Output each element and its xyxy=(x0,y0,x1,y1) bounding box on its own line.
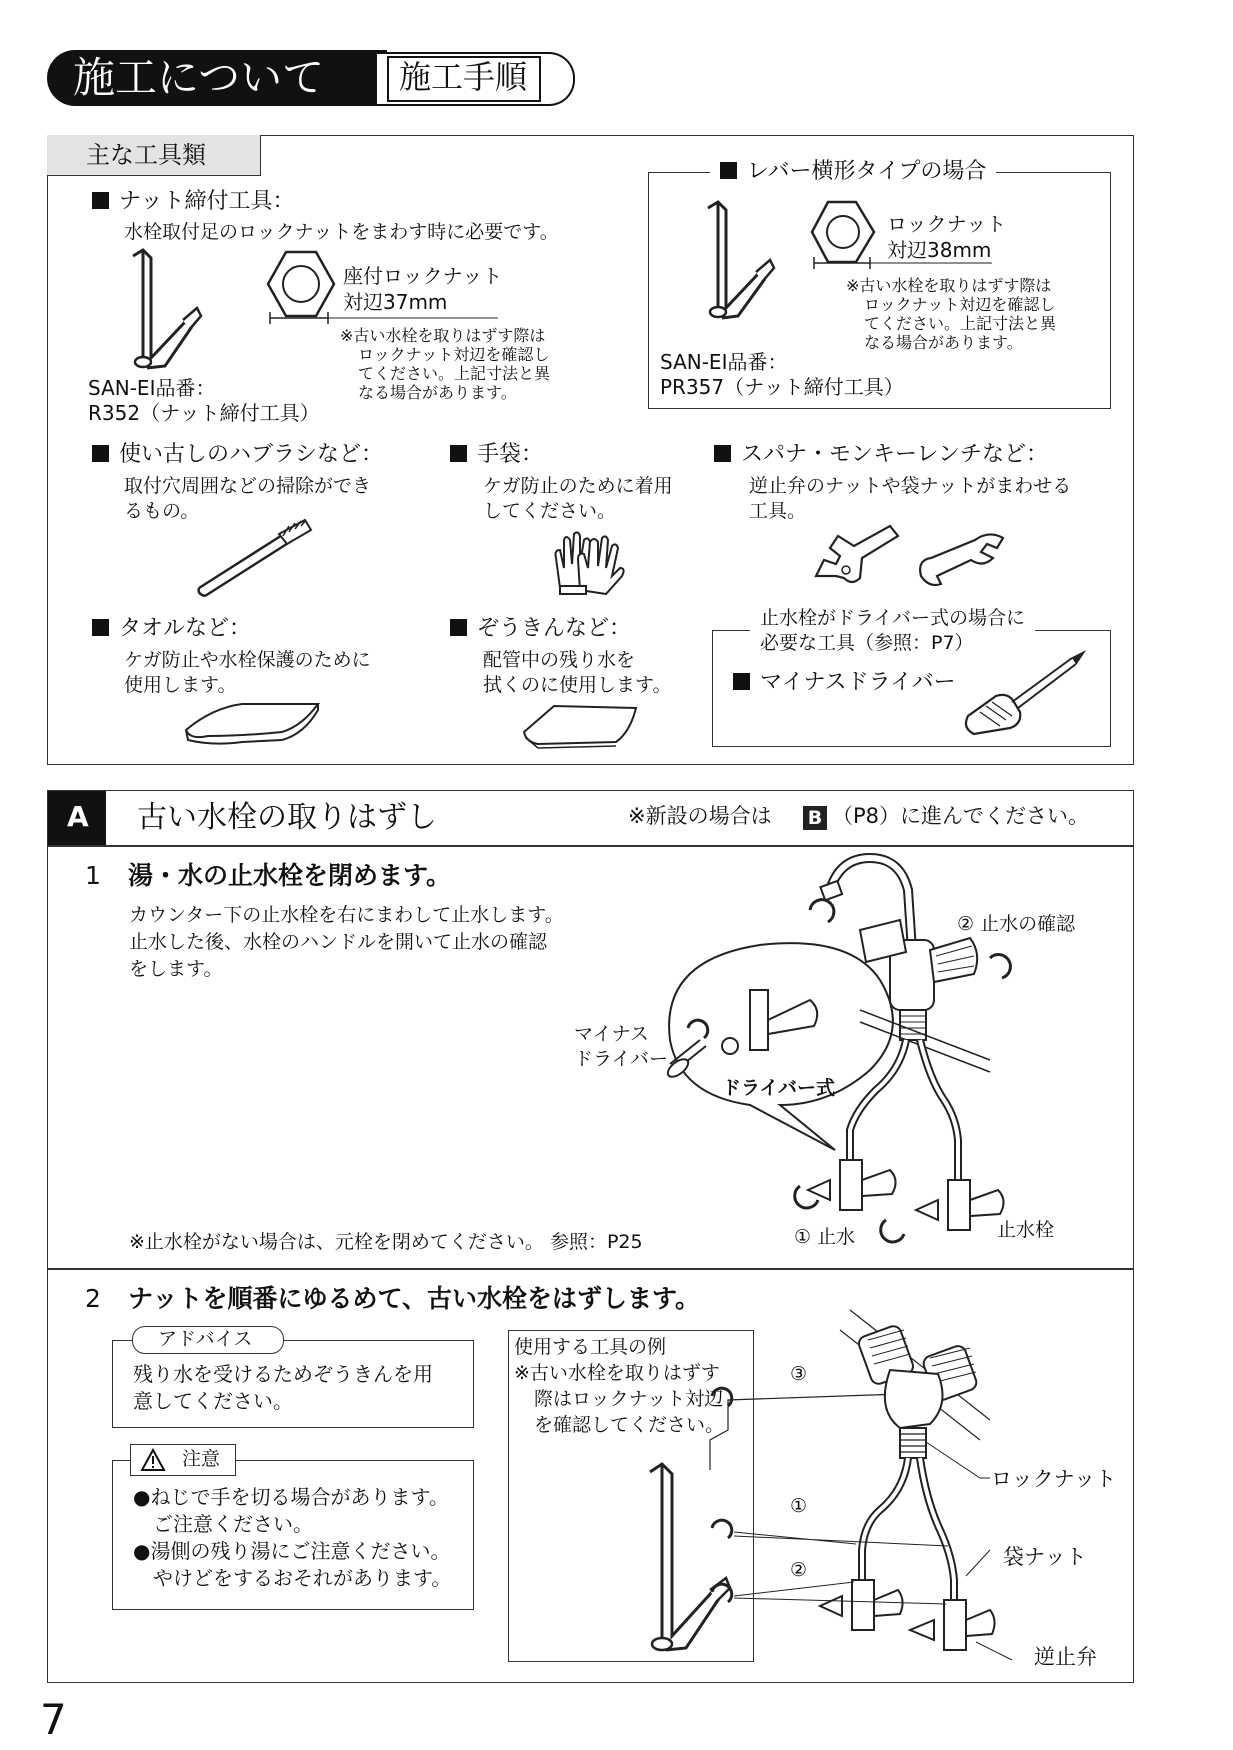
lever-note xyxy=(846,276,1056,352)
spanner-desc-2: 工具。 xyxy=(749,500,807,522)
step1-desc-1: カウンター下の止水栓を右にまわして止水します。 xyxy=(129,904,564,926)
step2-title: ナットを順番にゆるめて、古い水栓をはずします。 xyxy=(128,1284,701,1313)
rag-label: ぞうきんなど： xyxy=(450,615,631,643)
nut-37-label-1: 座付ロックナット xyxy=(343,264,503,288)
tool-example-heading: 使用する工具の例 xyxy=(514,1336,667,1358)
section-a-note-post: （P8）に進んでください。 xyxy=(832,804,1090,828)
nut-tool-note xyxy=(340,326,550,402)
nut-tool-label: ナット締付工具： xyxy=(92,188,295,216)
label-minus: マイナス xyxy=(574,1023,649,1045)
gloves-desc-1: ケガ防止のために着用 xyxy=(483,475,673,497)
nut-tool-part-1: SAN-EI品番： xyxy=(88,376,216,400)
warning-icon xyxy=(140,1448,166,1472)
step2-order-3: ③ xyxy=(790,1363,808,1385)
spanner-icon xyxy=(915,530,1015,590)
caution-line-4: やけどをするおそれがあります。 xyxy=(153,1566,452,1590)
lever-wrench-icon xyxy=(700,200,780,330)
page-number: 7 xyxy=(40,1695,67,1744)
step2-order-2: ② xyxy=(790,1559,808,1581)
caution-line-3: ●湯側の残り湯にご注意ください。 xyxy=(133,1539,451,1563)
brush-label: 使い古しのハブラシなど： xyxy=(92,441,383,469)
step1-footnote: ※止水栓がない場合は、元栓を閉めてください。 参照：P25 xyxy=(129,1231,643,1253)
screwdriver-heading-2: 必要な工具（参照：P7） xyxy=(760,632,974,654)
towel-label: タオルなど： xyxy=(92,615,251,643)
page-title-banner xyxy=(47,50,577,106)
rag-desc-1: 配管中の残り水を xyxy=(483,649,636,671)
nut-wrench-icon xyxy=(125,248,205,378)
step2-number: 2 xyxy=(85,1284,101,1313)
towel-icon xyxy=(182,700,322,750)
step1-desc-2: 止水した後、水栓のハンドルを開いて止水の確認 xyxy=(129,931,548,953)
step2-order-1: ① xyxy=(790,1495,808,1517)
lever-note-line: ロックナット対辺を確認し xyxy=(864,295,1056,314)
section-a-note-pre: ※新設の場合は xyxy=(628,804,772,828)
section-b-badge: B xyxy=(803,806,827,830)
lever-part-1: SAN-EI品番： xyxy=(660,350,788,374)
label-stop: ① 止水 xyxy=(794,1226,856,1248)
brush-desc-2: るもの。 xyxy=(124,500,200,522)
section-a-letter: A xyxy=(67,800,89,833)
label-locknut: ロックナット xyxy=(991,1467,1117,1491)
gloves-label: 手袋： xyxy=(450,441,543,469)
towel-desc-2: 使用します。 xyxy=(124,674,237,696)
caution-label: 注意 xyxy=(182,1448,221,1470)
advice-line-2: 意してください。 xyxy=(133,1389,293,1413)
towel-desc-1: ケガ防止や水栓保護のために xyxy=(124,649,371,671)
lever-type-heading: レバー横形タイプの場合 xyxy=(710,158,996,186)
page-subtitle: 施工手順 xyxy=(399,58,528,96)
rag-icon xyxy=(520,702,640,752)
tool-example-note-3: を確認してください。 xyxy=(534,1414,725,1436)
spanner-label: スパナ・モンキーレンチなど： xyxy=(714,441,1048,469)
caution-line-2: ご注意ください。 xyxy=(153,1512,313,1536)
lever-note-line: てください。上記寸法と異 xyxy=(864,314,1057,333)
spanner-desc-1: 逆止弁のナットや袋ナットがまわせる xyxy=(749,475,1072,497)
step-divider xyxy=(47,1268,1134,1270)
rag-desc-2: 拭くのに使用します。 xyxy=(483,674,672,696)
label-stop-valve: 止水栓 xyxy=(997,1219,1055,1241)
gloves-desc-2: してください。 xyxy=(483,500,617,522)
hex-nut-37-icon xyxy=(266,250,336,320)
nut-tool-note-line: ※古い水栓を取りはずす際は xyxy=(340,326,546,345)
label-driver-type: ドライバー式 xyxy=(722,1077,836,1099)
tool-example-note-2: 際はロックナット対辺 xyxy=(534,1388,724,1410)
nut-tool-note-line: ロックナット対辺を確認し xyxy=(358,345,550,364)
nut-tool-note-line: なる場合があります。 xyxy=(358,383,517,402)
lever-note-line: ※古い水栓を取りはずす際は xyxy=(846,276,1052,295)
brush-desc-1: 取付穴周囲などの掃除ができ xyxy=(124,475,372,497)
nut-tool-desc: 水栓取付足のロックナットをまわす時に必要です。 xyxy=(124,221,559,243)
section-a-title: 古い水栓の取りはずし xyxy=(137,800,437,835)
label-stop-check: ② 止水の確認 xyxy=(957,913,1076,935)
advice-line-1: 残り水を受けるためぞうきんを用 xyxy=(133,1362,433,1386)
step1-number: 1 xyxy=(85,861,101,890)
advice-label: アドバイス xyxy=(158,1328,253,1350)
caution-line-1: ●ねじで手を切る場合があります。 xyxy=(133,1485,449,1509)
label-check-valve: 逆止弁 xyxy=(1034,1645,1097,1669)
tools-heading: 主な工具類 xyxy=(86,141,206,169)
nut-38-label-2: 対辺38mm xyxy=(887,238,992,262)
tool-example-wrench-icon xyxy=(640,1460,740,1660)
page-title: 施工について xyxy=(73,53,325,102)
nut-37-label-2: 対辺37mm xyxy=(343,290,448,314)
screwdriver-label: マイナスドライバー xyxy=(733,669,956,697)
monkey-wrench-icon xyxy=(810,520,910,590)
step1-desc-3: をします。 xyxy=(129,958,223,980)
step1-title: 湯・水の止水栓を閉めます。 xyxy=(128,861,452,890)
gloves-icon xyxy=(550,528,630,598)
screwdriver-icon xyxy=(960,650,1090,740)
toothbrush-icon xyxy=(195,520,315,600)
screwdriver-heading xyxy=(750,606,1035,656)
tool-example-note-1: ※古い水栓を取りはずす xyxy=(514,1362,720,1384)
label-cap-nut: 袋ナット xyxy=(1003,1545,1087,1569)
screwdriver-heading-1: 止水栓がドライバー式の場合に xyxy=(760,607,1026,629)
label-driver: ドライバー xyxy=(574,1048,669,1070)
nut-tool-part-2: R352（ナット締付工具） xyxy=(88,401,320,425)
nut-38-label-1: ロックナット xyxy=(887,212,1007,236)
lever-part-2: PR357（ナット締付工具） xyxy=(660,375,904,399)
lever-note-line: なる場合があります。 xyxy=(864,333,1023,352)
section-a-header-rule xyxy=(47,845,1134,847)
nut-tool-note-line: てください。上記寸法と異 xyxy=(358,364,551,383)
